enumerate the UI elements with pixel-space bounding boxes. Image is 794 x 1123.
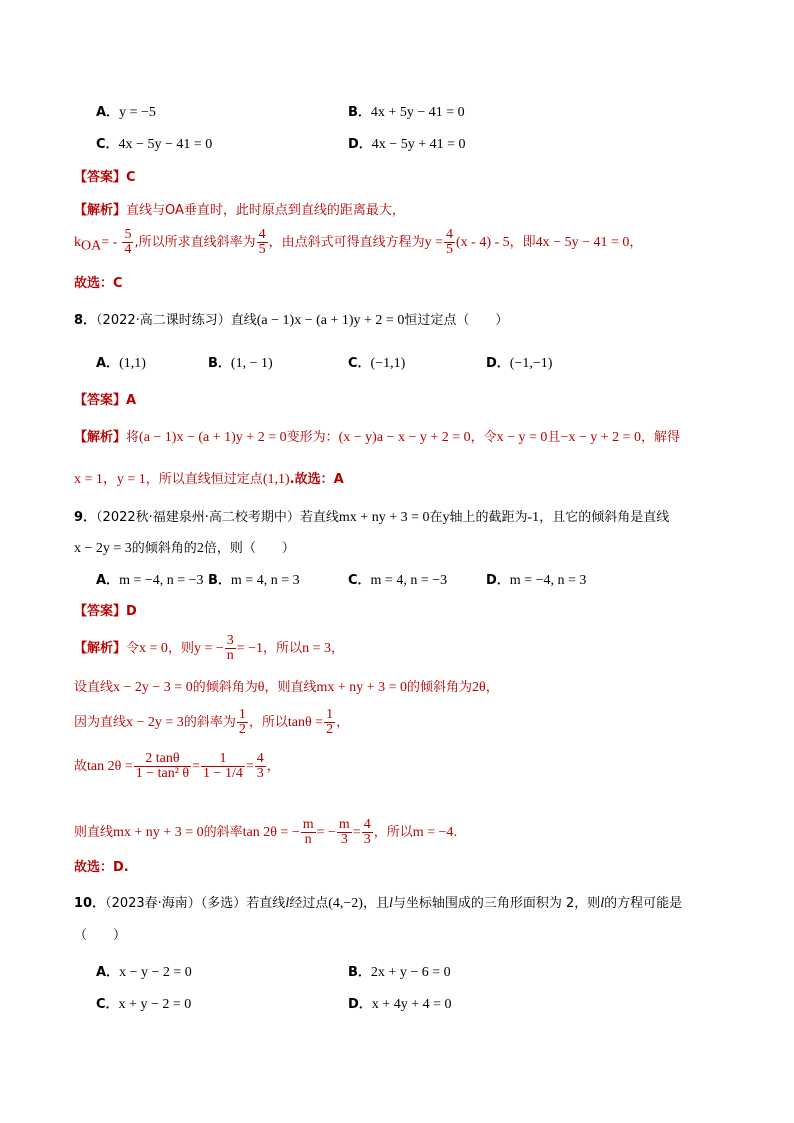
q10-option-d[interactable]: D．x + 4y + 4 = 0: [348, 997, 452, 1012]
option-text: 4x − 5y − 41 = 0: [118, 137, 213, 152]
q8-analysis-line1: 【解析】将(a − 1)x − (a + 1)y + 2 = 0变形为：(x − y)a − x − y + 2 = 0，令x − y = 0且−x − y + 2 = 0，解得: [74, 430, 681, 445]
fraction: $\frac{4}{5}$: [446, 227, 453, 257]
q9-analysis-line5: 则直线mx + ny + 3 = 0的斜率tan 2θ = − $\frac{m}{n}$ = − $\frac{m}{3}$ = $\frac{4}{3}$ ，所以m = −4.: [74, 817, 458, 847]
q7-analysis-line1: 【解析】直线与OA垂直时，此时原点到直线的距离最大，: [74, 203, 405, 218]
option-label: D．: [348, 137, 372, 152]
q7-option-a[interactable]: [96, 101, 156, 121]
q9-option-c[interactable]: C．m = 4, n = −3: [348, 573, 448, 588]
q10-option-b[interactable]: B．2x + y − 6 = 0: [348, 965, 451, 980]
q9-stem-line1: 9．（2022秋·福建泉州·高二校考期中）若直线mx + ny + 3 = 0在y轴上的截距为-1，且它的倾斜角是直线: [74, 510, 670, 525]
q7-option-b[interactable]: [348, 101, 465, 121]
option-label: B．: [348, 105, 371, 120]
q8-option-b[interactable]: B．(1, − 1): [208, 356, 273, 371]
option-text: y = −5: [119, 105, 156, 120]
q9-choose: 故选：D.: [74, 860, 129, 875]
q8-answer: 【答案】A: [74, 393, 137, 408]
q9-analysis-line1: 【解析】令x = 0，则y = − $\frac{3}{n}$ = −1，所以n = 3，: [74, 633, 344, 663]
q9-option-a[interactable]: A．m = −4, n = −3: [96, 573, 204, 588]
option-text: 4x − 5y + 41 = 0: [371, 137, 466, 152]
fraction: $\frac{4}{5}$: [258, 227, 266, 257]
q7-choose: 故选：C: [74, 276, 123, 291]
q7-option-d[interactable]: [348, 133, 465, 153]
option-label: A．: [96, 105, 120, 120]
q10-stem-line1: 10．（2023春·海南）（多选）若直线l经过点(4,−2)，且l与坐标轴围成的三角形面积为 2，则l的方程可能是: [74, 896, 683, 911]
q7-analysis-line2: $k_{OA}=$ - $\frac{5}{4}$ ,所以所求直线斜率为 $\frac{4}{5}$ ，由点斜式可得直线方程为y = $\frac{4}{5}$ (x - 4) - 5，即4x − 5y − 41 = 0，: [74, 227, 643, 257]
option-label: C．: [96, 137, 119, 152]
q7-answer: 【答案】C: [74, 170, 136, 185]
q10-option-a[interactable]: A．x − y − 2 = 0: [96, 965, 192, 980]
q8-option-d[interactable]: D．(−1,−1): [486, 356, 553, 371]
q10-option-c[interactable]: C．x + y − 2 = 0: [96, 997, 192, 1012]
q8-stem: 8．（2022·高二课时练习）直线(a − 1)x − (a + 1)y + 2 = 0恒过定点（ ）: [74, 313, 509, 328]
q9-option-b[interactable]: B．m = 4, n = 3: [208, 573, 300, 588]
q9-stem-line2: x − 2y = 3的倾斜角的2倍，则（ ）: [74, 541, 295, 556]
q9-analysis-line4: 故tan 2θ = $\frac{2 \tan\theta}{\text{1 − tan² θ}}$ = $\frac{1}{1 - 1/4}$ = $\frac{4}{3}$ ，: [74, 751, 280, 781]
q8-analysis-line2: x = 1，y = 1，所以直线恒过定点(1,1).故选：A: [74, 472, 344, 487]
q9-analysis-line2: 设直线x − 2y − 3 = 0的倾斜角为θ，则直线mx + ny + 3 = 0的倾斜角为2θ，: [74, 680, 499, 695]
q7-option-c[interactable]: [96, 133, 212, 153]
q9-answer: 【答案】D: [74, 604, 137, 619]
option-text: 4x + 5y − 41 = 0: [370, 105, 465, 120]
q9-option-d[interactable]: D．m = −4, n = 3: [486, 573, 587, 588]
q10-stem-line2: （ ）: [74, 928, 127, 943]
q8-option-c[interactable]: C．(−1,1): [348, 356, 406, 371]
q8-option-a[interactable]: A．(1,1): [96, 356, 146, 371]
fraction: $\frac{5}{4}$: [124, 227, 132, 257]
q9-analysis-line3: 因为直线x − 2y = 3的斜率为 $\frac{1}{2}$ ，所以tanθ = $\frac{1}{2}$ ，: [74, 707, 350, 737]
